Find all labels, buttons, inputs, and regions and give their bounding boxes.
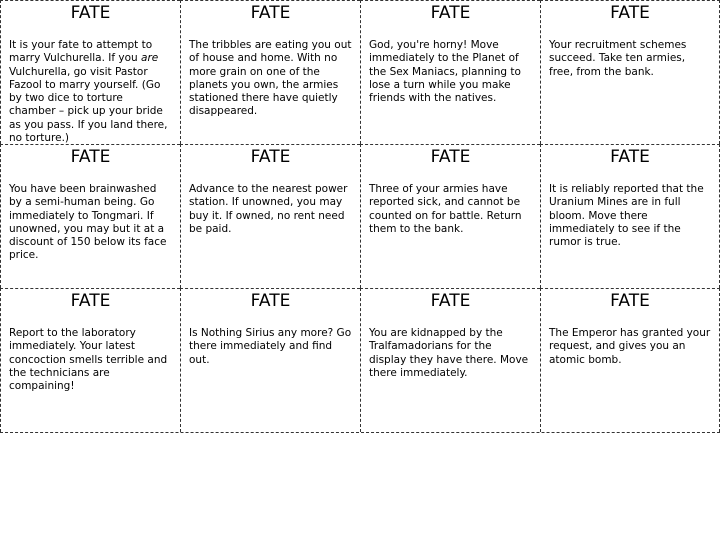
card-text: God, you're horny! Move immediately to the Planet of the Sex Maniacs, planning to lose a turn while you make friends with the natives. bbox=[369, 39, 521, 105]
fate-card-8 bbox=[540, 144, 720, 288]
card-title: FATE bbox=[430, 3, 471, 23]
card-text: You are kidnapped by the Tralfamadorians for the display they have there. Move there immediately. bbox=[369, 327, 529, 379]
card-title: FATE bbox=[610, 291, 650, 311]
card-text: You have been brainwashed by a semi-human being. Go immediately to Tongmari. If unowned, you may but it at a discount of 150 below its face price. bbox=[9, 183, 167, 262]
fate-card-10 bbox=[180, 288, 360, 432]
fate-card-5 bbox=[0, 144, 180, 288]
fate-card-12 bbox=[540, 288, 720, 432]
card-title: FATE bbox=[70, 291, 111, 311]
fate-card-9 bbox=[0, 288, 180, 432]
card-text: Advance to the nearest power station. If unowned, you may buy it. If owned, no rent need be paid. bbox=[189, 183, 348, 235]
card-text: It is your fate to attempt to marry Vulchurella. If you are Vulchurella, go visit Pastor Fazool to marry yourself. (Go by two dice to torture chamber – pick up your bride as you pass. If you land there, no torture.) bbox=[9, 39, 168, 144]
fate-card-4 bbox=[540, 0, 720, 144]
fate-card-11 bbox=[360, 288, 540, 432]
card-title: FATE bbox=[250, 147, 291, 167]
fate-card-7 bbox=[360, 144, 540, 288]
card-title: FATE bbox=[610, 147, 650, 167]
card-title: FATE bbox=[430, 147, 471, 167]
card-title: FATE bbox=[430, 291, 471, 311]
card-text: The Emperor has granted your request, and gives you an atomic bomb. bbox=[549, 327, 711, 366]
card-title: FATE bbox=[70, 147, 111, 167]
card-text: Report to the laboratory immediately. Your latest concoction smells terrible and the technicians are compaining! bbox=[9, 327, 168, 393]
card-text: The tribbles are eating you out of house and home. With no more grain on one of the planets you own, the armies stationed there have quietly disappeared. bbox=[189, 39, 352, 118]
fate-card-6 bbox=[180, 144, 360, 288]
card-title: FATE bbox=[610, 3, 650, 23]
card-text: Your recruitment schemes succeed. Take ten armies, free, from the bank. bbox=[549, 39, 687, 78]
fate-card-3 bbox=[360, 0, 540, 144]
card-title: FATE bbox=[250, 291, 291, 311]
card-text: It is reliably reported that the Uranium Mines are in full bloom. Move there immediately to see if the rumor is true. bbox=[549, 183, 704, 249]
card-title: FATE bbox=[250, 3, 291, 23]
card-title: FATE bbox=[70, 3, 111, 23]
fate-card-2 bbox=[180, 0, 360, 144]
fate-card-1 bbox=[0, 0, 180, 144]
card-text: Is Nothing Sirius any more? Go there immediately and find out. bbox=[189, 327, 352, 366]
card-text: Three of your armies have reported sick, and cannot be counted on for battle. Return them to the bank. bbox=[369, 183, 522, 235]
